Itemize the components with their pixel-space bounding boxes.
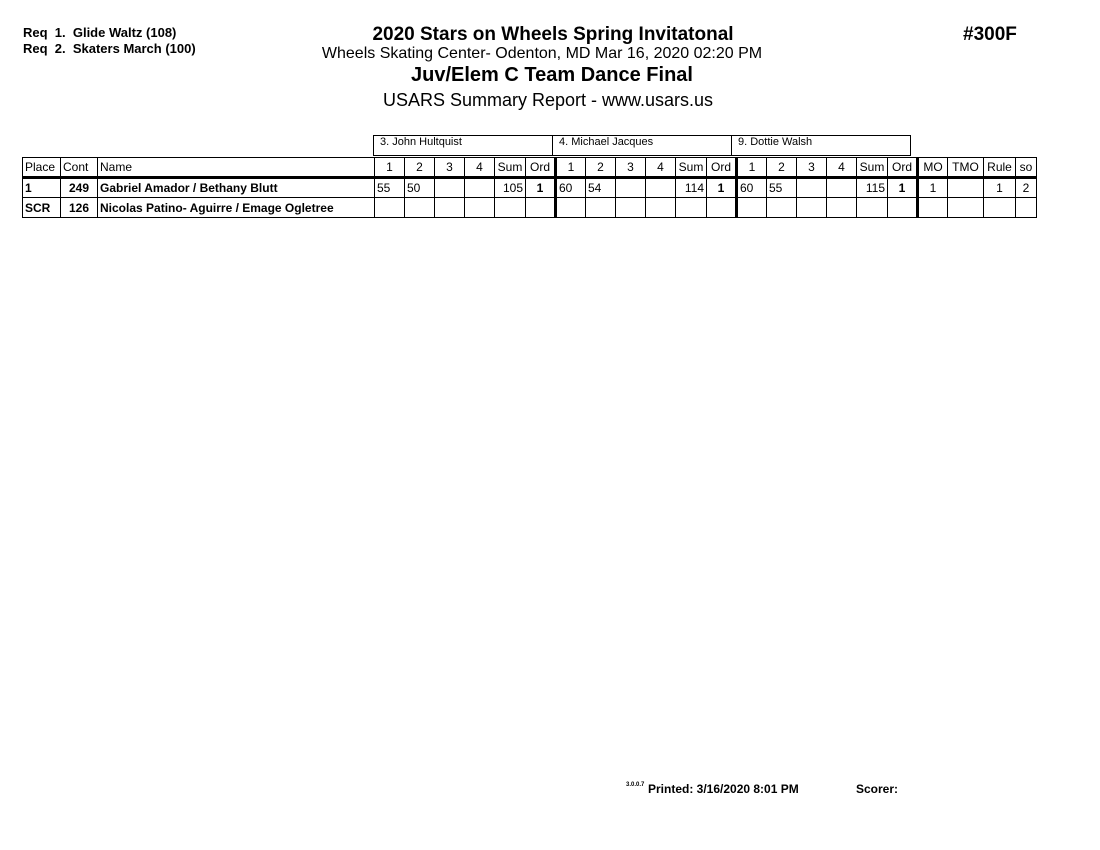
name-cell: Nicolas Patino- Aguirre / Emage Ogletree	[98, 198, 375, 218]
cont-cell: 249	[61, 178, 98, 198]
table-row	[23, 198, 1037, 218]
score-cell	[646, 178, 676, 198]
table-header-row	[23, 158, 1037, 178]
col-score-1: 1	[375, 158, 405, 178]
score-cell: 55	[375, 178, 405, 198]
venue-line: Wheels Skating Center- Odenton, MD Mar 16, 2020 02:20 PM	[321, 45, 763, 62]
col-score-3: 3	[435, 158, 465, 178]
ord-cell	[888, 198, 918, 218]
sum-cell: 105	[495, 178, 526, 198]
score-cell	[556, 198, 586, 218]
score-cell	[616, 178, 646, 198]
sum-cell	[857, 198, 888, 218]
col-mo: MO	[918, 158, 948, 178]
score-cell: 50	[405, 178, 435, 198]
col-score-1: 1	[556, 158, 586, 178]
score-cell	[797, 198, 827, 218]
so-cell: 2	[1016, 178, 1037, 198]
col-tmo: TMO	[948, 158, 984, 178]
col-so: so	[1016, 158, 1037, 178]
col-ord: Ord	[526, 158, 556, 178]
col-score-2: 2	[405, 158, 435, 178]
col-score-4: 4	[465, 158, 495, 178]
name-cell: Gabriel Amador / Bethany Blutt	[98, 178, 375, 198]
score-cell	[435, 198, 465, 218]
scorer-label: Scorer:	[856, 782, 899, 796]
col-score-2: 2	[767, 158, 797, 178]
col-ord: Ord	[707, 158, 737, 178]
score-cell	[375, 198, 405, 218]
judges-header	[373, 135, 911, 156]
rule-cell	[984, 198, 1016, 218]
judge-name: 9. Dottie Walsh	[732, 136, 911, 156]
score-cell: 60	[556, 178, 586, 198]
col-sum: Sum	[495, 158, 526, 178]
col-score-1: 1	[737, 158, 767, 178]
col-place: Place	[23, 158, 61, 178]
score-cell: 60	[737, 178, 767, 198]
col-score-3: 3	[616, 158, 646, 178]
col-cont: Cont	[61, 158, 98, 178]
event-title: Juv/Elem C Team Dance Final	[411, 64, 693, 86]
judge-name: 4. Michael Jacques	[553, 136, 732, 156]
tmo-cell	[948, 178, 984, 198]
software-version: 3.0.0.7	[626, 782, 645, 788]
place-cell: 1	[23, 178, 61, 198]
sum-cell	[495, 198, 526, 218]
col-sum: Sum	[857, 158, 888, 178]
col-score-4: 4	[646, 158, 676, 178]
ord-cell: 1	[526, 178, 556, 198]
sum-cell	[676, 198, 707, 218]
mo-cell: 1	[918, 178, 948, 198]
sum-cell: 115	[857, 178, 888, 198]
col-score-3: 3	[797, 158, 827, 178]
col-sum: Sum	[676, 158, 707, 178]
ord-cell	[526, 198, 556, 218]
place-cell: SCR	[23, 198, 61, 218]
score-cell	[616, 198, 646, 218]
score-cell: 55	[767, 178, 797, 198]
results-table	[22, 157, 1037, 218]
ord-cell	[707, 198, 737, 218]
ord-cell: 1	[707, 178, 737, 198]
sum-cell: 114	[676, 178, 707, 198]
so-cell	[1016, 198, 1037, 218]
requirement-1: Req 1. Glide Waltz (108)	[23, 25, 177, 40]
printed-timestamp: Printed: 3/16/2020 8:01 PM	[648, 782, 799, 796]
score-cell	[465, 178, 495, 198]
score-cell	[827, 178, 857, 198]
cont-cell: 126	[61, 198, 98, 218]
mo-cell	[918, 198, 948, 218]
competition-title: 2020 Stars on Wheels Spring Invitatonal	[372, 24, 734, 45]
report-title: USARS Summary Report - www.usars.us	[382, 90, 714, 110]
score-cell	[797, 178, 827, 198]
col-name: Name	[98, 158, 375, 178]
score-cell	[737, 198, 767, 218]
col-score-4: 4	[827, 158, 857, 178]
table-row	[23, 178, 1037, 198]
score-cell	[586, 198, 616, 218]
col-rule: Rule	[984, 158, 1016, 178]
score-cell	[827, 198, 857, 218]
event-number: #300F	[963, 24, 1017, 45]
score-cell	[435, 178, 465, 198]
rule-cell: 1	[984, 178, 1016, 198]
col-score-2: 2	[586, 158, 616, 178]
score-cell	[465, 198, 495, 218]
col-ord: Ord	[888, 158, 918, 178]
score-cell	[646, 198, 676, 218]
ord-cell: 1	[888, 178, 918, 198]
requirement-2: Req 2. Skaters March (100)	[23, 41, 196, 56]
judge-name: 3. John Hultquist	[374, 136, 553, 156]
score-cell: 54	[586, 178, 616, 198]
score-cell	[767, 198, 797, 218]
score-cell	[405, 198, 435, 218]
tmo-cell	[948, 198, 984, 218]
